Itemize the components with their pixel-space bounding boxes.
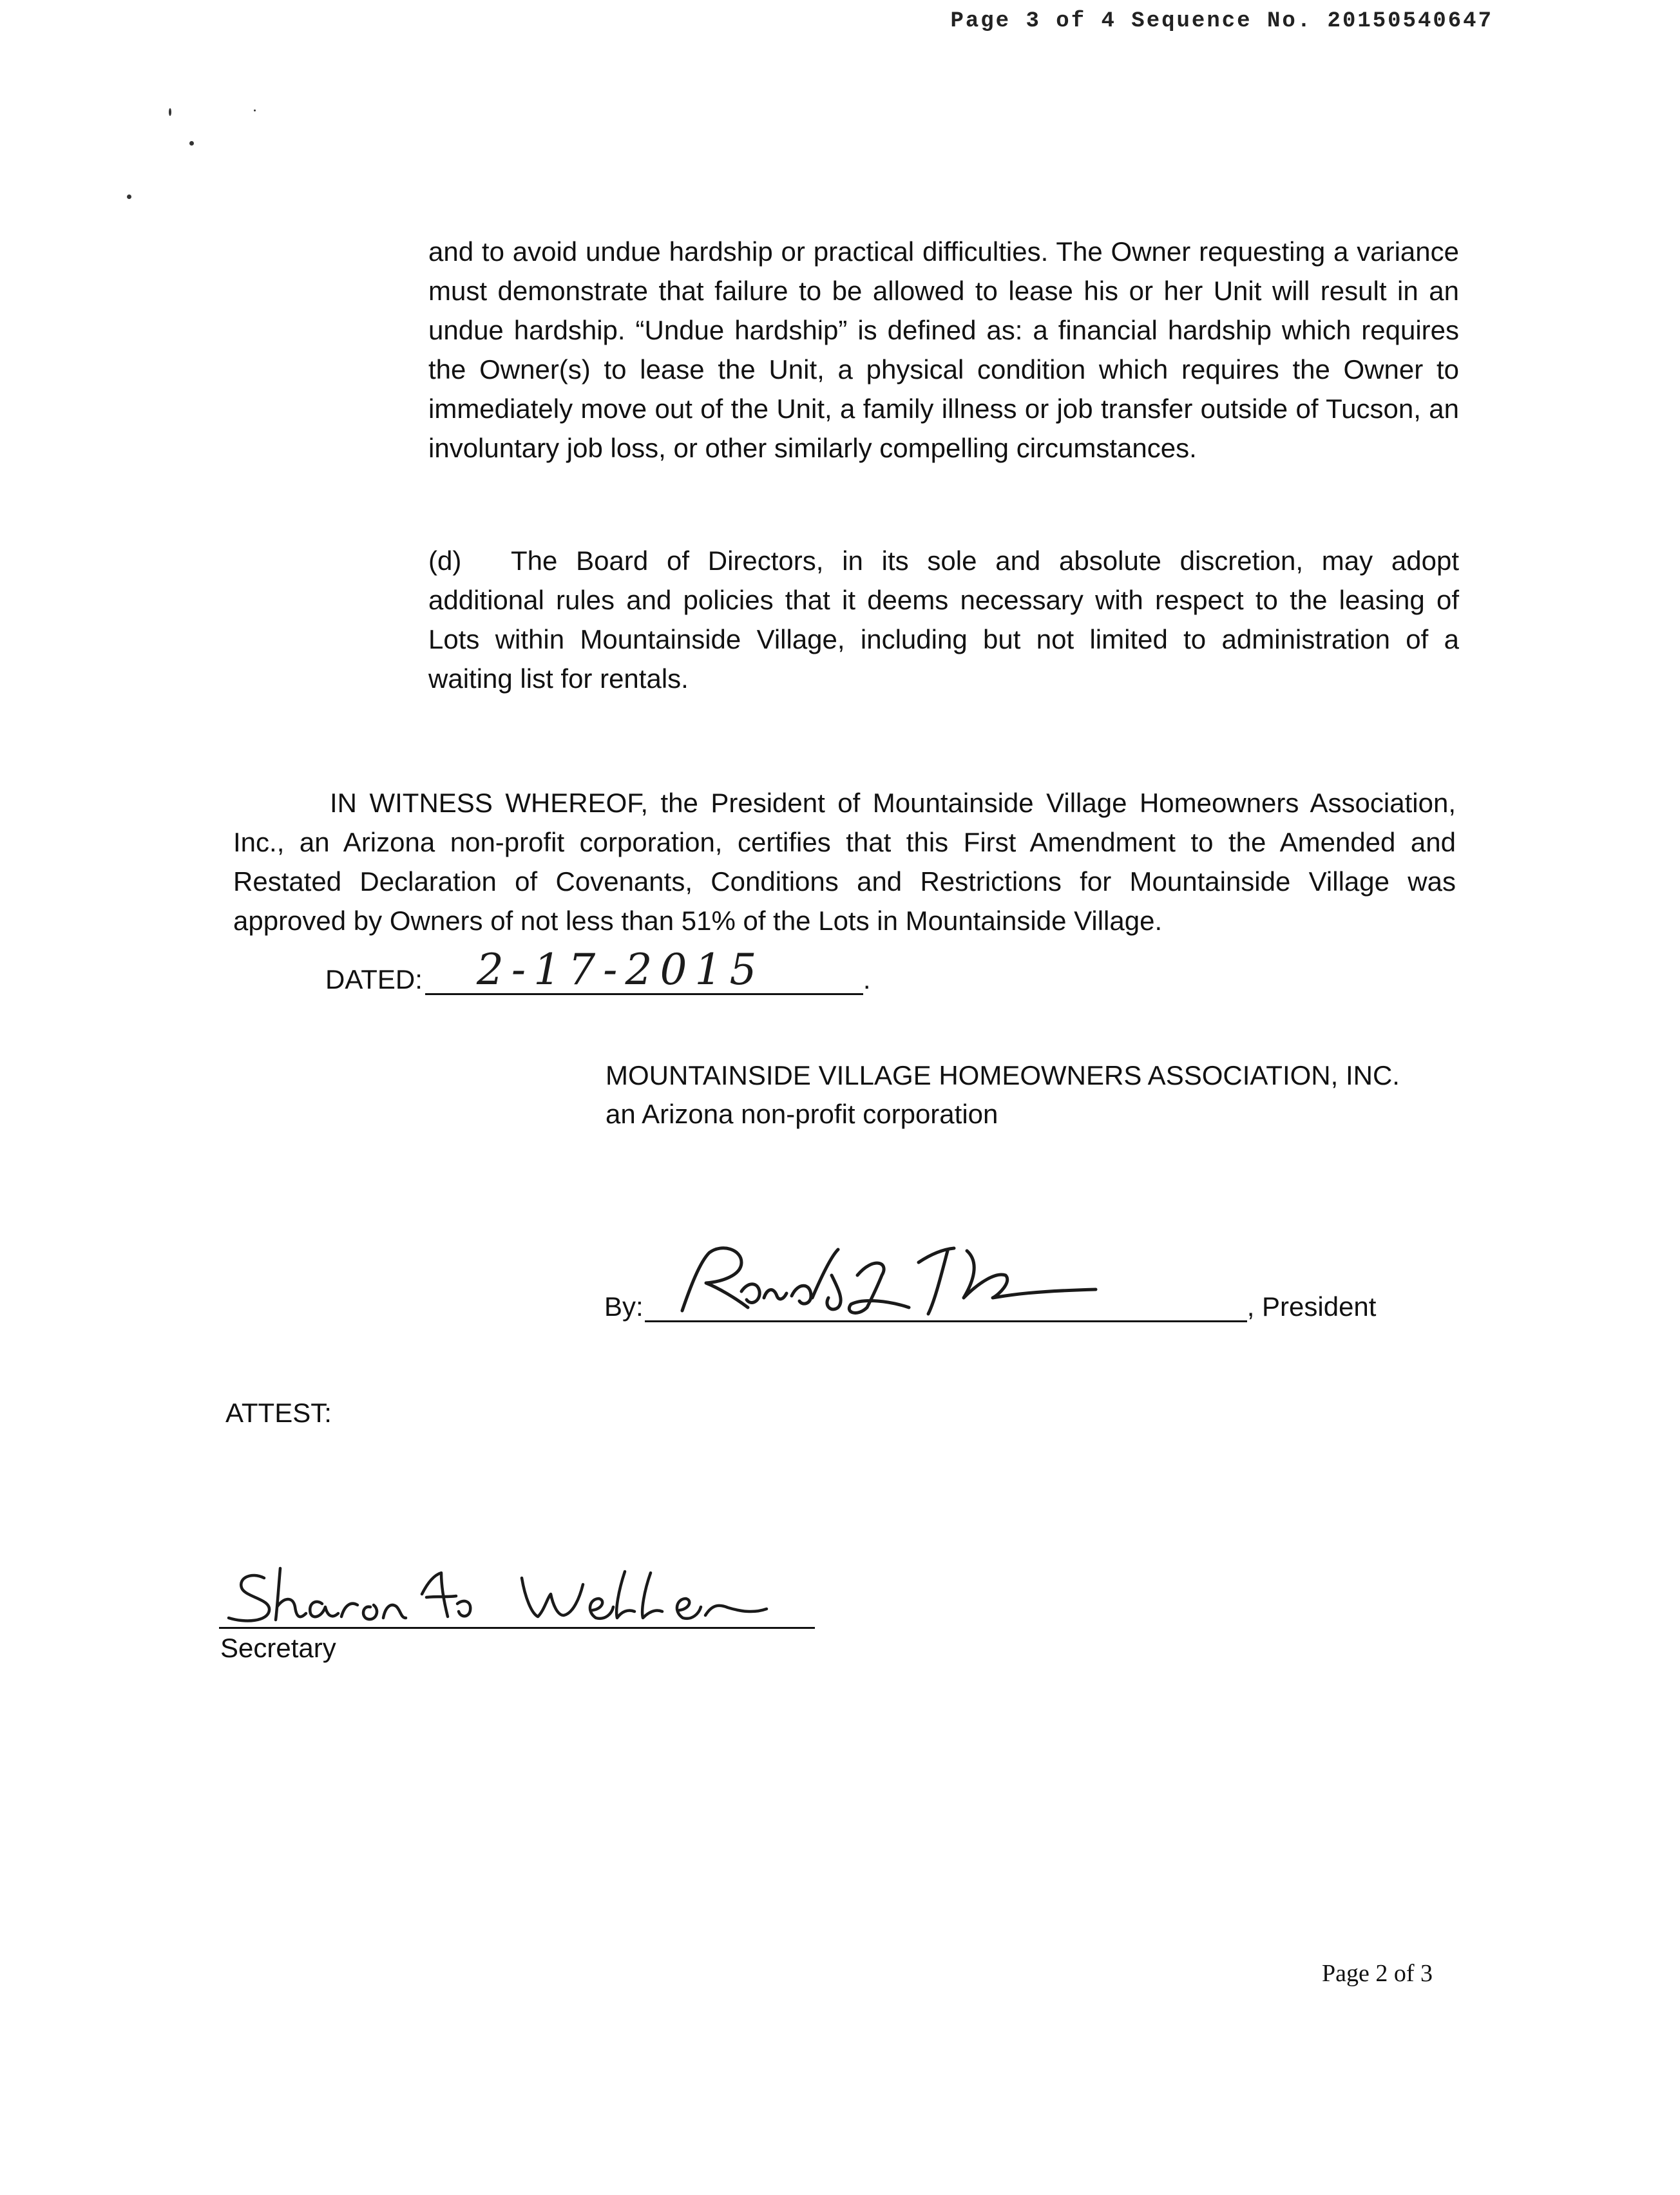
dated-terminator: . <box>863 964 871 994</box>
president-title: , President <box>1246 1291 1377 1322</box>
page-number-footer: Page 2 of 3 <box>1322 1960 1433 1987</box>
president-signature-image <box>645 1237 1134 1327</box>
fax-header: Page 3 of 4 Sequence No. 20150540647 <box>950 9 1493 33</box>
organization-block <box>606 1056 1400 1134</box>
paragraph-d-label: (d) <box>428 546 462 576</box>
secretary-signature-line <box>219 1559 815 1629</box>
dated-row <box>325 945 871 995</box>
scan-speck <box>169 108 171 116</box>
dated-signature-line <box>425 945 863 995</box>
by-label: By: <box>604 1291 644 1322</box>
paragraph-d-text: The Board of Directors, in its sole and absolute discretion, may adopt additional rules and policies that it deems necessary with respect to the leasing of Lots within Mountainside Village, including but not limited to administration of a waiting list for rentals. <box>428 546 1459 694</box>
secretary-signature-image <box>219 1559 815 1627</box>
paragraph-c-continued: and to avoid undue hardship or practical difficulties. The Owner requesting a variance must demonstrate that failure to be allowed to lease his or her Unit will result in an undue hardship. “Undue hardship” is defined as: a financial hardship which requires the Owner(s) to lease the Unit, a physical condition which requires the Owner to immediately move out of the Unit, a family illness or job transfer outside of Tucson, an involuntary job loss, or other similarly compelling circumstances. <box>428 236 1459 463</box>
paragraph-d <box>428 541 1459 698</box>
organization-name: MOUNTAINSIDE VILLAGE HOMEOWNERS ASSOCIATION, INC. <box>606 1060 1400 1090</box>
scan-speck <box>189 141 194 146</box>
scan-speck <box>254 109 256 111</box>
dated-handwritten-value: 2-17-2015 <box>476 945 765 994</box>
scan-speck <box>127 195 131 199</box>
attest-label: ATTEST: <box>225 1398 332 1428</box>
secretary-title: Secretary <box>220 1633 336 1663</box>
president-signature-row <box>604 1250 1376 1322</box>
witness-paragraph: IN WITNESS WHEREOF, the President of Mountainside Village Homeowners Association, Inc., an Arizona non-profit corporation, certifies that this First Amendment to the Amended and Restated Declaration of Covenants, Conditions and Restrictions for Mountainside Village was approved by Owners of not less than 51% of the Lots in Mountainside Village. <box>233 788 1456 936</box>
president-signature-line <box>645 1250 1247 1322</box>
organization-description: an Arizona non-profit corporation <box>606 1099 998 1129</box>
dated-label: DATED: <box>325 964 423 994</box>
